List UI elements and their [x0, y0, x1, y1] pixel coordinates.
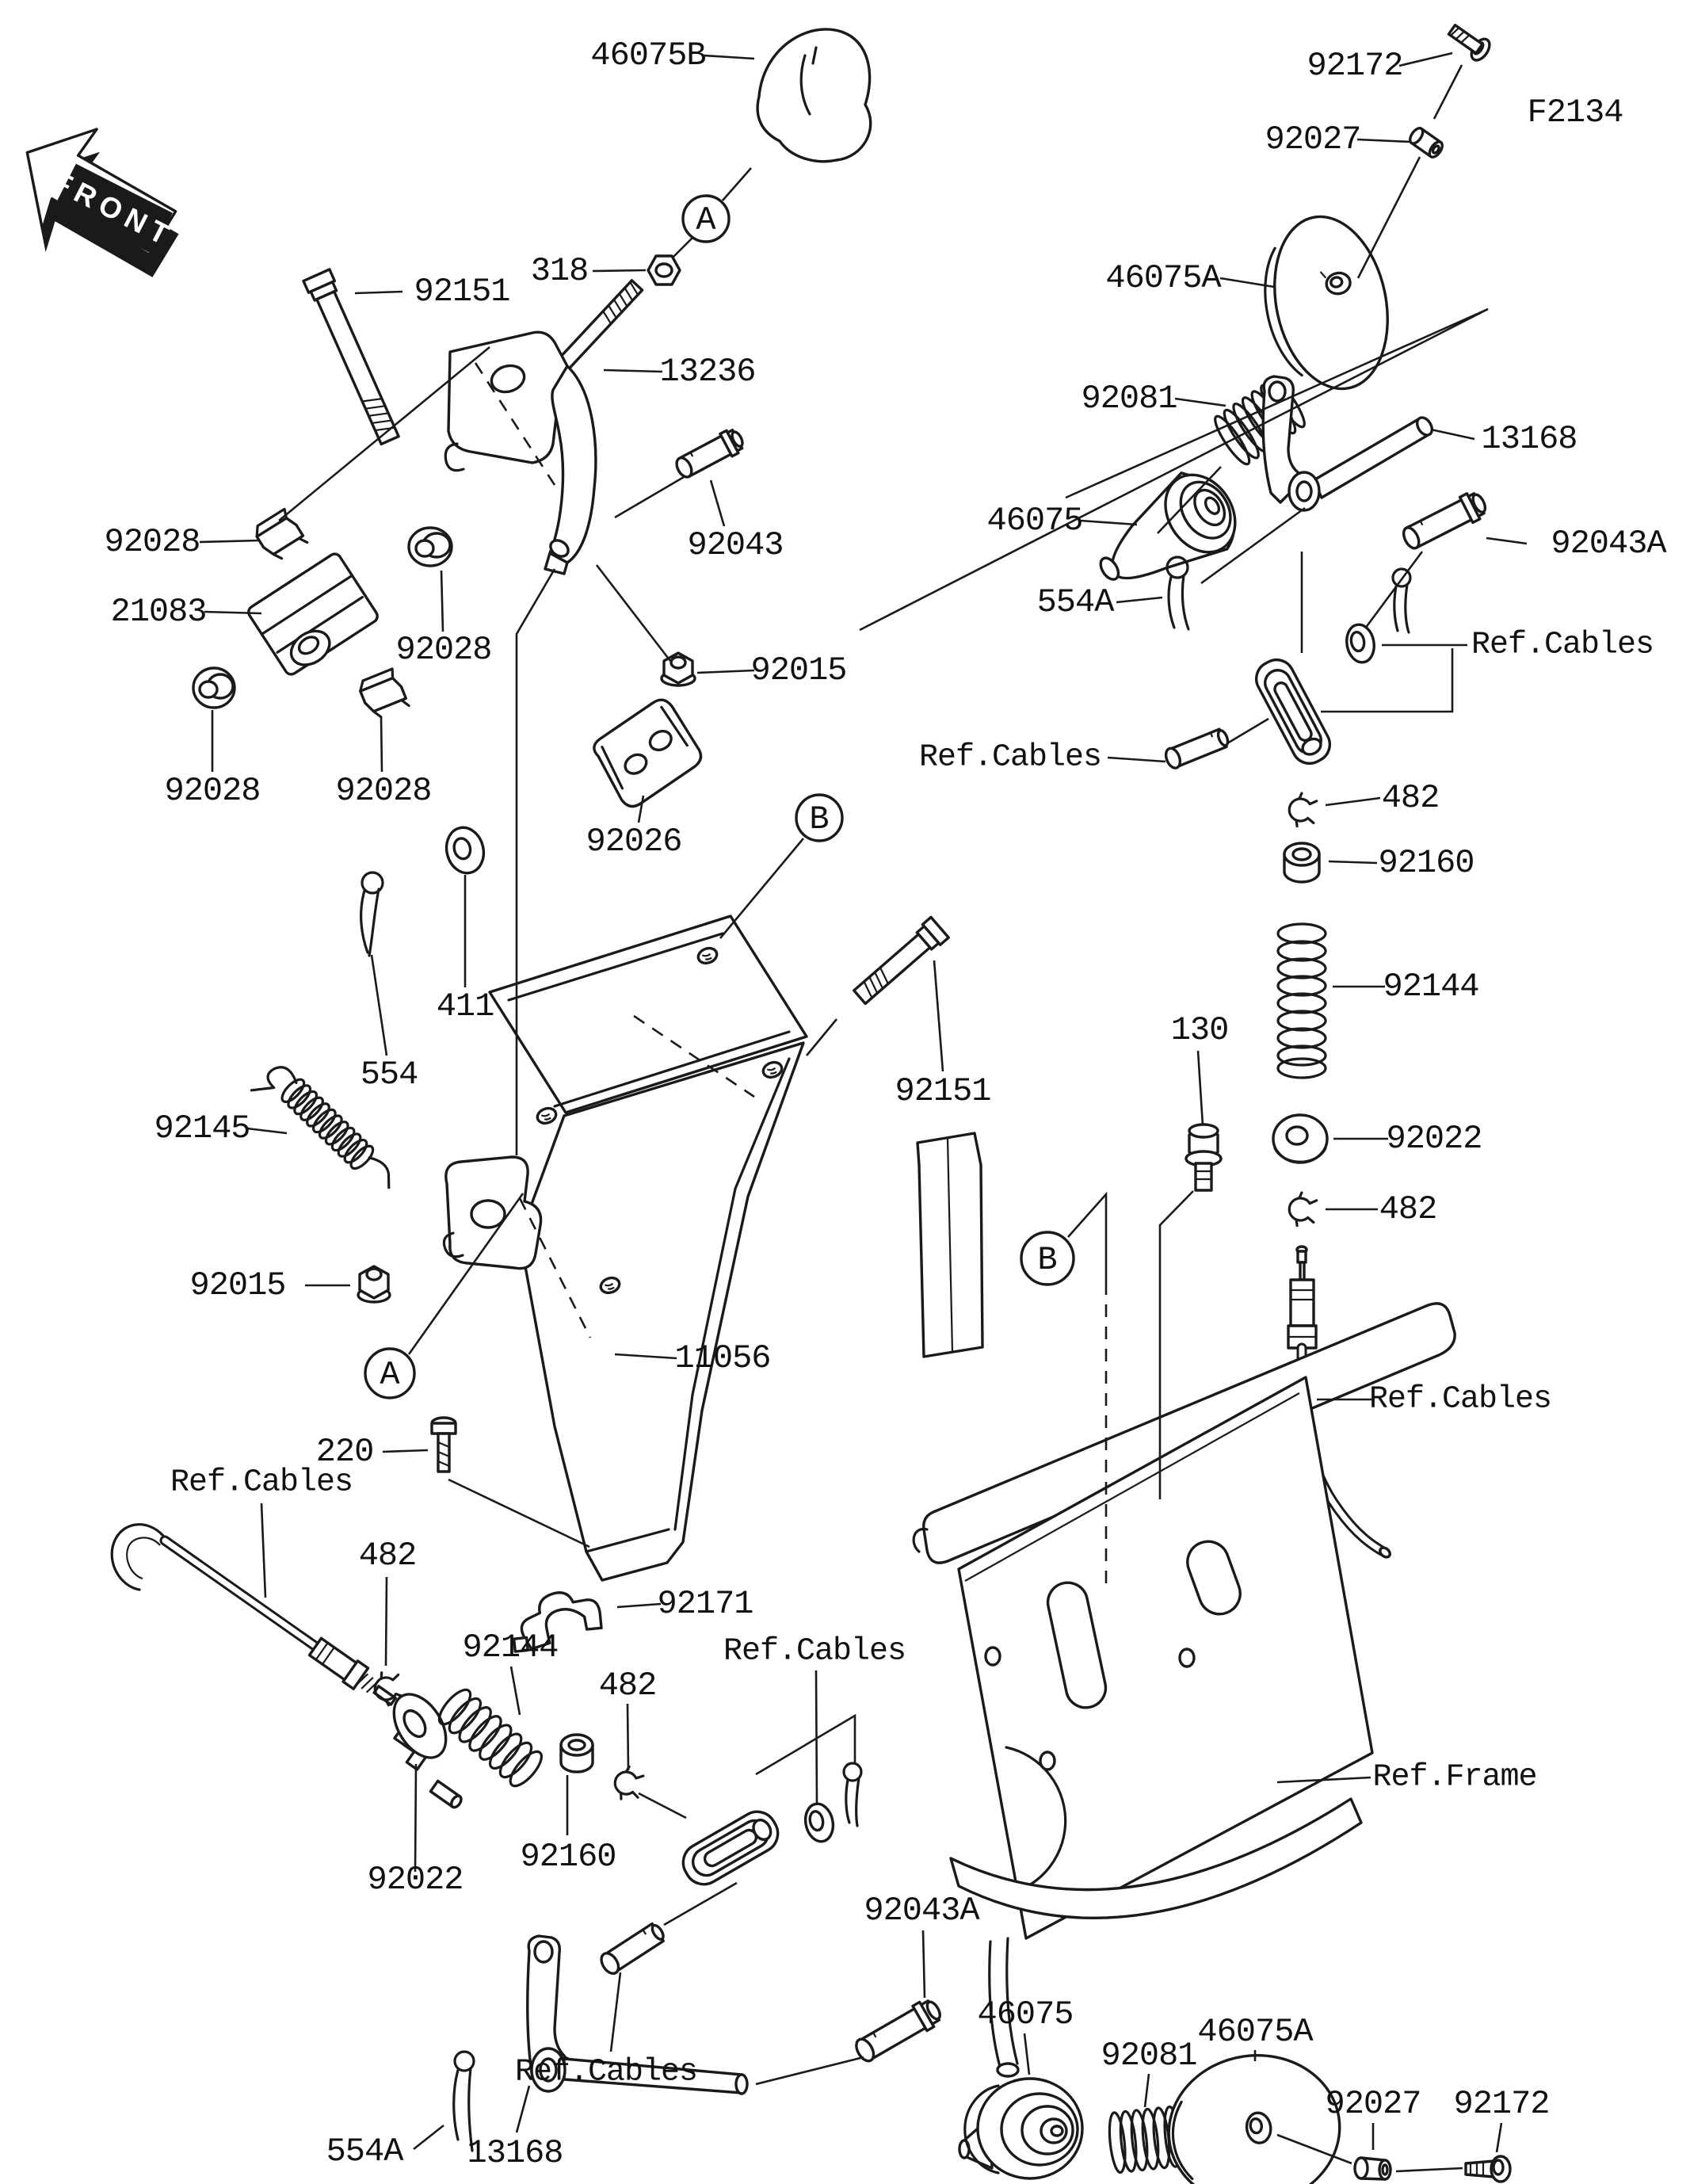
washer-92022-right-icon: [1273, 1115, 1327, 1163]
clip-92028-lower-icon: [357, 668, 409, 720]
screw-220-icon: [432, 1418, 456, 1472]
leader-line: [1175, 399, 1226, 406]
part-label-220: 220: [315, 1433, 374, 1471]
leader-line: [200, 540, 260, 542]
callout-letter-a: A: [380, 1356, 400, 1394]
part-label-92015: 92015: [750, 651, 847, 689]
leader-line: [1357, 139, 1411, 142]
part-label-46075a: 46075A: [1197, 2013, 1313, 2051]
leader-line: [597, 565, 670, 661]
leader-line: [807, 1019, 837, 1056]
part-label-92144: 92144: [462, 1628, 559, 1667]
leader-line: [639, 1793, 686, 1818]
leader-line: [934, 960, 943, 1071]
leader-line: [1431, 430, 1474, 439]
cotter-pin-bottom-center-icon: [844, 1763, 861, 1826]
part-label-13168: 13168: [467, 2134, 563, 2172]
part-label-46075: 46075: [986, 502, 1083, 540]
part-label-ref-cables: Ref.Cables: [723, 1633, 906, 1670]
part-label-92160: 92160: [1378, 844, 1474, 882]
part-label-92043a: 92043A: [1551, 525, 1666, 563]
part-label-318: 318: [530, 252, 589, 290]
bushing-92160-lower-icon: [561, 1735, 593, 1772]
part-label-92151: 92151: [414, 273, 510, 311]
front-label: FRONT: [47, 164, 181, 254]
frame-reference-icon: [914, 1133, 1455, 2076]
knob-46075B-icon: [757, 29, 871, 162]
leader-line: [593, 270, 646, 271]
leader-line: [415, 1764, 416, 1872]
leader-line: [611, 1972, 620, 2052]
part-label-482: 482: [1381, 779, 1440, 817]
part-labels-layer: [104, 36, 1667, 2172]
leader-line: [372, 955, 387, 1056]
part-label-92145: 92145: [154, 1109, 250, 1147]
leader-line: [383, 1450, 428, 1452]
leader-line: [414, 2125, 444, 2149]
nut-318-icon: [648, 256, 680, 284]
part-label-11056: 11056: [674, 1339, 771, 1377]
part-label-ref-frame: Ref.Frame: [1372, 1759, 1537, 1796]
leader-line: [711, 480, 724, 526]
part-shapes-layer: [0, 20, 1510, 2184]
leader-line: [673, 238, 692, 257]
nut-92015-bracket-icon: [358, 1266, 390, 1302]
part-label-46075b: 46075B: [590, 36, 706, 74]
leader-line: [261, 1503, 265, 1598]
leader-line: [615, 477, 684, 517]
clip-92028-upper-icon: [252, 508, 307, 563]
leader-line: [1081, 521, 1137, 525]
washer-ref-cables-top-icon: [1344, 622, 1377, 664]
part-label-92160: 92160: [520, 1838, 616, 1876]
knob-46075-bottom-icon: [959, 2079, 1082, 2178]
part-label-ref-cables: Ref.Cables: [514, 2054, 698, 2090]
part-label-92081: 92081: [1101, 2037, 1197, 2075]
part-label-46075: 46075: [977, 1995, 1074, 2033]
spring-92144-right-icon: [1278, 924, 1326, 1078]
leader-line: [816, 1670, 817, 1803]
leader-line: [1145, 2074, 1149, 2107]
bushing-92028-left-icon: [193, 668, 235, 708]
leader-line: [1108, 758, 1165, 762]
bolt-92151-top-icon: [303, 269, 403, 446]
leader-line: [697, 670, 754, 673]
spring-92144-lower-icon: [434, 1685, 547, 1790]
clevis-pin-ref-cables-icon: [1163, 727, 1230, 769]
clamp-92026-icon: [587, 694, 708, 811]
part-label-92043a: 92043A: [864, 1892, 979, 1930]
part-label-46075a: 46075A: [1105, 259, 1221, 297]
part-label-f2134: F2134: [1527, 94, 1623, 132]
part-label-92043: 92043: [687, 526, 784, 564]
leader-line: [723, 168, 751, 200]
clevis-joint-bottom-icon: [677, 1804, 785, 1891]
part-label-482: 482: [358, 1537, 417, 1575]
clevis-pin-92043A-bottom-icon: [852, 1995, 945, 2066]
leader-line: [704, 55, 754, 59]
leader-line: [1358, 157, 1420, 278]
leader-line: [247, 1128, 287, 1133]
cotter-pin-554-icon: [361, 872, 383, 956]
screw-92172-bottom-icon: [1466, 2156, 1510, 2182]
leader-line: [756, 2057, 864, 2084]
leader-line: [1198, 1051, 1203, 1125]
leader-line: [664, 1883, 737, 1925]
part-label-92022: 92022: [367, 1861, 464, 1899]
leader-line: [386, 1577, 387, 1666]
leader-line: [1321, 648, 1452, 712]
part-label-92028: 92028: [395, 631, 492, 669]
lever-13236-icon: [445, 332, 596, 574]
leader-line: [720, 838, 803, 938]
part-label-92027: 92027: [1325, 2085, 1421, 2123]
part-label-92026: 92026: [586, 823, 682, 861]
leader-line: [1497, 2123, 1501, 2152]
bracket-screw-icon: [536, 1105, 559, 1125]
callout-letter-b: B: [809, 800, 830, 838]
clevis-pin-92043A-top-icon: [1399, 488, 1490, 553]
part-label-92172: 92172: [1453, 2085, 1550, 2123]
part-label-92151: 92151: [895, 1072, 991, 1110]
leader-line: [1116, 598, 1162, 602]
leader-line: [517, 2086, 529, 2132]
leader-line: [923, 1930, 925, 1998]
part-label-92081: 92081: [1081, 380, 1177, 418]
part-label-92028: 92028: [164, 772, 261, 810]
nut-92015-upper-icon: [662, 653, 695, 685]
part-label-92022: 92022: [1386, 1120, 1482, 1158]
leader-line: [381, 717, 382, 772]
part-label-13168: 13168: [1481, 420, 1577, 458]
bracket-11056-icon: [444, 916, 807, 1580]
e-clip-482-right-upper-icon: [1287, 792, 1317, 828]
part-label-92015: 92015: [189, 1266, 286, 1304]
part-label-ref-cables: Ref.Cables: [1471, 627, 1654, 663]
leader-line: [604, 370, 662, 372]
lever-13168-top-icon: [1263, 376, 1435, 510]
part-label-411: 411: [436, 987, 494, 1025]
part-label-554: 554: [360, 1056, 418, 1094]
collar-92027-bottom-icon: [1355, 2158, 1391, 2179]
part-label-92028: 92028: [104, 523, 200, 561]
part-label-13236: 13236: [659, 353, 756, 391]
leader-line: [1227, 719, 1268, 743]
leader-line: [1068, 1194, 1106, 1282]
leader-line: [1326, 798, 1380, 805]
part-label-ref-cables: Ref.Cables: [170, 1464, 353, 1501]
part-label-554a: 554A: [1036, 583, 1114, 621]
leader-line: [355, 292, 402, 293]
leader-line: [1329, 861, 1377, 863]
part-label-ref-cables: Ref.Cables: [1368, 1381, 1552, 1418]
callout-letter-b: B: [1037, 1241, 1058, 1279]
leader-line: [1434, 65, 1462, 119]
part-label-21083: 21083: [110, 593, 207, 631]
leader-line: [441, 571, 443, 632]
e-clip-482-right-lower-icon: [1287, 1191, 1317, 1228]
leader-line: [617, 1604, 661, 1607]
part-label-482: 482: [1379, 1190, 1437, 1228]
part-label-130: 130: [1170, 1011, 1229, 1049]
front-direction-arrow-icon: [0, 106, 204, 303]
part-label-ref-cables: Ref.Cables: [918, 739, 1102, 776]
bushing-92028-right-icon: [409, 528, 452, 566]
washer-411-icon: [442, 823, 489, 876]
collar-92027-top-icon: [1407, 126, 1444, 159]
leader-line: [1396, 2168, 1463, 2171]
leader-line: [1486, 538, 1527, 544]
part-label-92171: 92171: [657, 1585, 753, 1623]
part-label-554a: 554A: [326, 2132, 403, 2171]
screw-92172-top-icon: [1445, 20, 1494, 63]
callout-letter-a: A: [696, 201, 716, 239]
part-label-92027: 92027: [1265, 120, 1361, 158]
clevis-pin-92043-icon: [673, 426, 747, 482]
clevis-pin-bottom-icon: [598, 1921, 667, 1976]
part-label-92172: 92172: [1307, 47, 1403, 85]
holder-21083-icon: [246, 552, 381, 678]
bushing-92160-right-icon: [1284, 843, 1319, 882]
part-label-482: 482: [598, 1667, 657, 1705]
washer-ref-cables-bottom-icon: [802, 1801, 836, 1844]
leader-line: [1399, 53, 1452, 66]
leader-line: [1024, 2033, 1029, 2075]
part-label-92028: 92028: [335, 772, 432, 810]
leader-line: [756, 1716, 855, 1774]
part-label-92144: 92144: [1383, 968, 1479, 1006]
bolt-130-icon: [1186, 1124, 1221, 1190]
leader-line: [448, 1480, 589, 1547]
leader-line: [511, 1667, 520, 1715]
